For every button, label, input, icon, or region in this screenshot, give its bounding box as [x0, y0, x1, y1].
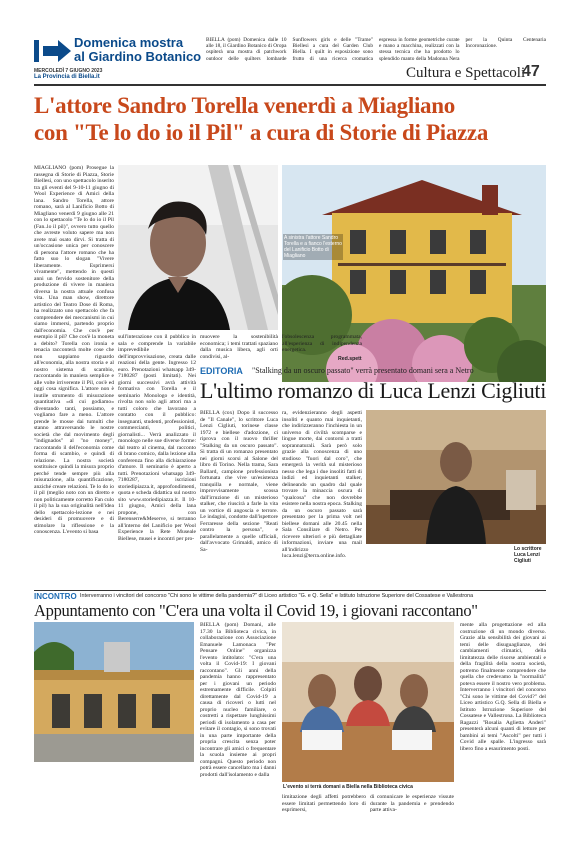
article1-column-3: muovere la sostenibilità economica; i temi trattati spaziano dalla musica libera, agli orti condivisi, al- — [200, 334, 278, 360]
article1-column-2: sull'interazione con il pubblico in sala e comprende la variabile imprevedibile dell'improvvisazione, creata dalle reazioni della gente. Ingresso 12 euro. Prenotazioni whatsapp 349-7180287 (posti limitati). Nei giorni successivi avrà attività formativa con Torella e il seminario Monologo e identità, rivolta non solo agli attori ma a tutti coloro che lavorano a contatto con il pubblico: insegnanti, studenti, professionisti, commercianti, politici, giornalisti... Verrà analizzato il monologo nelle sue diverse forme: dal teatro al cinema, dal racconto di brano comico, dalla lezione alla conferenza fino alla dichiarazione d'amore. Il seminario è aperto a tutti. Prenotazioni whatsapp 349-7180287, iscrizioni storiedipiazza.it, approfondimenti, quota e scheda didattica sul nostro sito www.storiedipiazza.it. Il 10-11 giugno, Amici della lana propone, con Berenserre&Meserve, si terranno all'interno del Lanificio per Wool Experience la Rete Museale Biellese, musei e incontri per pro- — [118, 334, 196, 542]
section-title: Cultura e Spettacoli — [406, 65, 526, 81]
article3-photo-caption: L'evento si terrà domani a Biella nella Biblioteca civica — [283, 784, 413, 790]
publication-name: La Provincia di Biella.it — [34, 74, 100, 80]
article3-top-rule — [34, 590, 546, 591]
teaser-arrow-icon — [34, 38, 72, 64]
article3-title: Appuntamento con "C'era una volta il Covid 19, i giovani raccontano" — [34, 601, 478, 620]
article1-photo-caption: A sinistra l'attore Sandro Torella e a fianco l'esterno del Lanificio Botto di Miagliano — [284, 235, 342, 259]
writer-photo — [366, 410, 546, 544]
article3-column-3: di comunicare le esperienze vissute durante la pandemia e prendendo parte attiva- — [370, 794, 454, 813]
article2-column-2: ra, evidenzieranno degli aspetti insoliti e quanto mai inquietanti, che indirizzeranno l'inchiesta in un universo di civiltà scomparse e lingue morte, dai contorni a tratti soprannaturali. Sarà però solo grazie alla conoscenza di uno studioso "fuori dal coro", che emergerà la verità sul misterioso nesso che lega i due insoliti fatti di indizi ed inquietanti stalker, delineando un quadro dal quale trovare la minaccia oscura di "qualcosa" che non dovrebbe esistere nella nostra epoca. Stalking da un oscuro passato sarà presentato per la prima volt nel biellese domani alle 20.45 nella Sala Consiliare di Netro. Per ricevere ulteriori e più dettagliate informazioni, inviare una mail all'indirizzo luca.lenzi@terra.online.info. — [282, 410, 362, 559]
article3-kicker-label: INCONTRO — [34, 592, 77, 601]
article2-kicker-label: EDITORIA — [200, 366, 243, 376]
article1-signature: Red.spett — [338, 356, 362, 362]
page-number: 47 — [522, 63, 540, 80]
article3-column-1: BIELLA (pom) Domani, alle 17.30 la Biblioteca civica, in collaborazione con Associazione Emanuele Lamonaca "Per Pensare Online" organizza l'evento intitolato: "C'era una volta il Covid-19: I giovani raccontano". Gli anni della pandemia hanno rappresentato per i giovani un periodo estremamente difficile. Colpiti direttamente dal Covid-19 a causa di ricoveri o lutti nel proprio nucleo familiare, o costretti a rispettare lunghissimi periodi di isolamento a casa per evitare il contagio, si sono trovati in una parte importante della propria crescita senza poter incontrare gli amici o frequentare la scuola insieme ai propri compagni. Questo periodo non potrà essere cancellato ma i danni prodotti dall'isolamento e dalla — [200, 622, 276, 778]
issue-date: MERCOLEDÌ 7 GIUGNO 2023 — [34, 68, 103, 74]
article2-kicker-text: "Stalking da un oscuro passato" verrà presentato domani sera a Netro — [252, 366, 474, 375]
library-photo — [34, 622, 194, 762]
article2-column-1: BIELLA (cox) Dopo il successo de "Il Canale", lo scrittore Luca Lenzi Cigliuti, torinese classe 1972 e biellese d'adozione, ci riprova con il nuovo thriller "Stalking da un oscuro passato". Si tratta di un romanzo presentato nei giorni scorsi al Salone del libro di Torino. Nella trama, Sara Ballard, campione professionista fortunata che vive un'esistenza tranquilla e normale, viene improvvisamente scossa dall'irruzione di un misterioso stalker, che riuscirà a farle la vita un vortice di angoscia e terrore. Le indagini, condotte dall'ispettore Ferraresse della sezione "Reati contro la persona", e parallelamente a quelle ufficiali, dall'avvocato Grimaldi, amico di Sa- — [200, 410, 278, 553]
article1-column-4: l'obsolescenza programmata, all'esperienza di indipendenza energetica. — [282, 334, 362, 353]
actor-photo — [118, 165, 278, 330]
teaser-text: BIELLA (pom) Domenica dalle 10 alle 18, il Giardino Botanico di Oropa ospiterà una mostra di patchwork outdoor delle quilters lombarde Sunflowers girls e delle "Trame" Biellesi a cura del Garden Club Biella. I quilt in esposizione sono frutto di una ricerca cromatica espressa in forme geometriche curate e mano a macchina, realizzati con la stessa tecnica che ha prodotto lo splendido manto della Madonna Nera per la Quinta Centenaria Incoronazione. — [206, 37, 546, 62]
header-rule — [34, 84, 546, 86]
article1-title: L'attore Sandro Torella venerdì a Miagliano con "Te lo do io il Pil" a cura di Storie di Piazza — [34, 93, 489, 145]
teaser-title: Domenica mostra al Giardino Botanico — [74, 35, 202, 64]
article1-column-1: MIAGLIANO (pom) Prosegue la rassegna di Storie di Piazza, Storie Biellesi, con uno spettacolo inserito tra gli eventi del 9-10-11 giugno di Wool Experience di Amici della lana. Sandro Torella, attore romano, sarà al Lanificio Botto di Miagliano venerdì 9 giugno alle 21 con lo spettacolo "Te lo do io il Pil (Fan..lo il pil)", ovvero tutto quello che avreste voluto sapere ma non avete mai osato dirvi. Si tratta di un'occasione unica per conoscere di persona l'attore romano che ha fatto suo lo slogan "Vivere liberamente. Esprimersi vivamente", mettendo in questi anni un fervido sostenitore della produzione di vivere in maniera diversa la nostra attuale confusa vita. Una man show, direttore artistico del Teatro Dose di Roma, ha realizzato uno spettacolo che fa comprendere dei meccanismi in cui siamo immersi, partendo proprio dall'economia. Che cos'è per esempio il pil? Che cos'è la moneta a debito? Torella con ironia e tenacia racconterà molte cose che non sappiamo riguardo all'economia, alla nostra storia e al nostro sistema di scambio, raccontando in maniera semplice e alle volte irriverente il Pil, cos'è ed oggi cosa significa. L'attore non è inutile strumento di misurazione quantitativa «di cui godiamo» diventando tanti, possiamo, e vogliamo fare a meno. L'attore prende le mosse dai tumulti che stanno attraversando le nostre società che dal movimento degli "indignados" al "no money", raccontando il dell'economia come forma di scambio, e quindi di relazione. La nostra società sostituisce quindi la misura proprio perché tende sempre più alla misurazione, alla quantificazione, anziché creare relazioni. Te lo do io il pil (meglio noto con un diretto e non politicamente corretto Fan culo il pil) ha la sua originalità nell'idea dello spettacolo-lezione e nei desideri di promuovere e di stimolare la riflessione e la conoscenza. L'evento si basa — [34, 165, 114, 535]
article3-column-2: limitazione degli affetti potrebbero essere limitati permettendo loro di esprimersi, — [282, 794, 366, 813]
article3-column-4: mente alla progettazione ed alla costruzione di un mondo diverso. Grazie alla sensibilità dei giovani ai temi delle disuguaglianze, dei cambiamenti climatici, della limitatezza delle risorse ambientali e della fragilità della nostra società, potremo finalmente comprendere che quella che credevamo la "normalità" poteva essere il nostro vero problema. Interverranno i vincitori del concorso "Chi sono le vittime del Covid?" del Liceo artistico G.Q. Sella di Biella e Istituto Istruzione Superiore del Cossatese e Vallestrona. La Biblioteca Ragazzi "Rosalia Aglietta Anderi" presenterà alcuni quanti di letture per bambini ai temi "Ascolti" per tutti i Covid alle spalle. L'ingresso sarà libero fino a esaurimento posti. — [460, 622, 546, 752]
article2-title: L'ultimo romanzo di Luca Lenzi Cigliuti — [200, 378, 547, 403]
article2-photo-caption: Lo scrittore Luca Lenzi Cigliuti — [514, 546, 542, 564]
students-photo — [282, 622, 454, 782]
article3-kicker-text: Interverranno i vincitori del concorso "Chi sono le vittime della pandemia?" di Liceo artistico "G. e Q. Sella" e Istituto Istruzione Superiore del Cossatese e Vallestrona — [80, 593, 474, 599]
